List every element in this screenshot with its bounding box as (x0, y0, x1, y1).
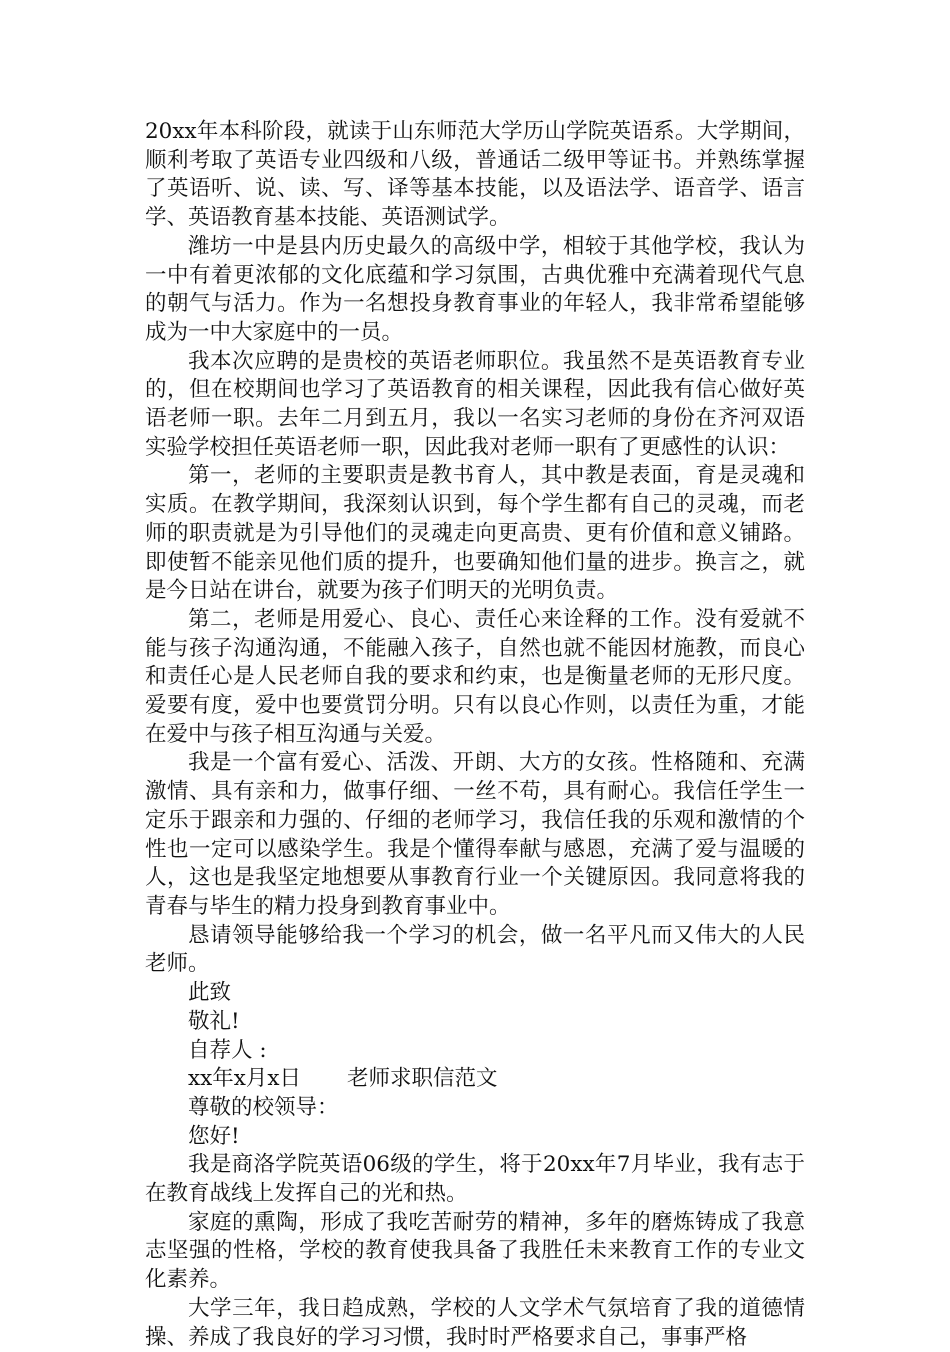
closing-greeting: 此致 (188, 980, 232, 1006)
document-page (145, 118, 805, 1352)
letter2-paragraph-university: 大学三年，我日趋成熟，学校的人文学术气氛培育了我的道德情操、养成了我良好的学习习惯，我时时严格要求自己，事事严格 (145, 1295, 805, 1350)
paragraph-first-point: 第一，老师的主要职责是教书育人，其中教是表面，育是灵魂和实质。在教学期间，我深刻认识到，每个学生都有自己的灵魂，而老师的职责就是为引导他们的灵魂走向更高贵、更有价值和意义铺路。即使暂不能亲见他们质的提升，也要确知他们量的进步。换言之，就是今日站在讲台，就要为孩子们明天的光明负责。 (145, 463, 805, 604)
letter2-addressee: 尊敬的校领导： (188, 1094, 339, 1120)
paragraph-request: 恳请领导能够给我一个学习的机会，做一名平凡而又伟大的人民老师。 (145, 922, 805, 977)
closing-salute: 敬礼! (188, 1008, 240, 1034)
paragraph-education: 20xx年本科阶段，就读于山东师范大学历山学院英语系。大学期间，顺利考取了英语专业四级和八级，普通话二级甲等证书。并熟练掌握了英语听、说、读、写、译等基本技能，以及语法学、语音学、语言学、英语教育基本技能、英语测试学。 (145, 119, 805, 231)
paragraph-second-point: 第二，老师是用爱心、良心、责任心来诠释的工作。没有爱就不能与孩子沟通沟通，不能融入孩子，自然也就不能因材施教，而良心和责任心是人民老师自我的要求和约束，也是衡量老师的无形尺度。爱要有度，爱中也要赏罚分明。只有以良心作则，以责任为重，才能在爱中与孩子相互沟通与关爱。 (145, 606, 805, 747)
letter2-hello: 您好! (188, 1123, 240, 1149)
paragraph-position: 我本次应聘的是贵校的英语老师职位。我虽然不是英语教育专业的，但在校期间也学习了英语教育的相关课程，因此我有信心做好英语老师一职。去年二月到五月，我以一名实习老师的身份在齐河双语实验学校担任英语老师一职，因此我对老师一职有了更感性的认识： (145, 348, 805, 460)
paragraph-school-intro: 潍坊一中是县内历史最久的高级中学，相较于其他学校，我认为一中有着更浓郁的文化底蕴和学习氛围，古典优雅中充满着现代气息的朝气与活力。作为一名想投身教育事业的年轻人，我非常希望能够成为一中大家庭中的一员。 (145, 233, 805, 345)
letter2-paragraph-intro: 我是商洛学院英语06级的学生，将于20xx年7月毕业，我有志于在教育战线上发挥自己的光和热。 (145, 1152, 805, 1207)
closing-date: xx年x月x日 (188, 1066, 302, 1092)
closing-date-line (145, 1065, 805, 1094)
closing-signature: 自荐人 : (188, 1037, 267, 1063)
paragraph-personality: 我是一个富有爱心、活泼、开朗、大方的女孩。性格随和、充满激情、具有亲和力，做事仔细、一丝不苟，具有耐心。我信任学生一定乐于跟亲和力强的、仔细的老师学习，我信任我的乐观和激情的个性也一定可以感染学生。我是个懂得奉献与感恩，充满了爱与温暖的人，这也是我坚定地想要从事教育行业一个关键原因。我同意将我的青春与毕生的精力投身到教育事业中。 (145, 750, 805, 919)
letter2-paragraph-family: 家庭的熏陶，形成了我吃苦耐劳的精神，多年的磨炼铸成了我意志坚强的性格，学校的教育使我具备了我胜任未来教育工作的专业文化素养。 (145, 1209, 805, 1293)
next-letter-title: 老师求职信范文 (347, 1066, 498, 1092)
